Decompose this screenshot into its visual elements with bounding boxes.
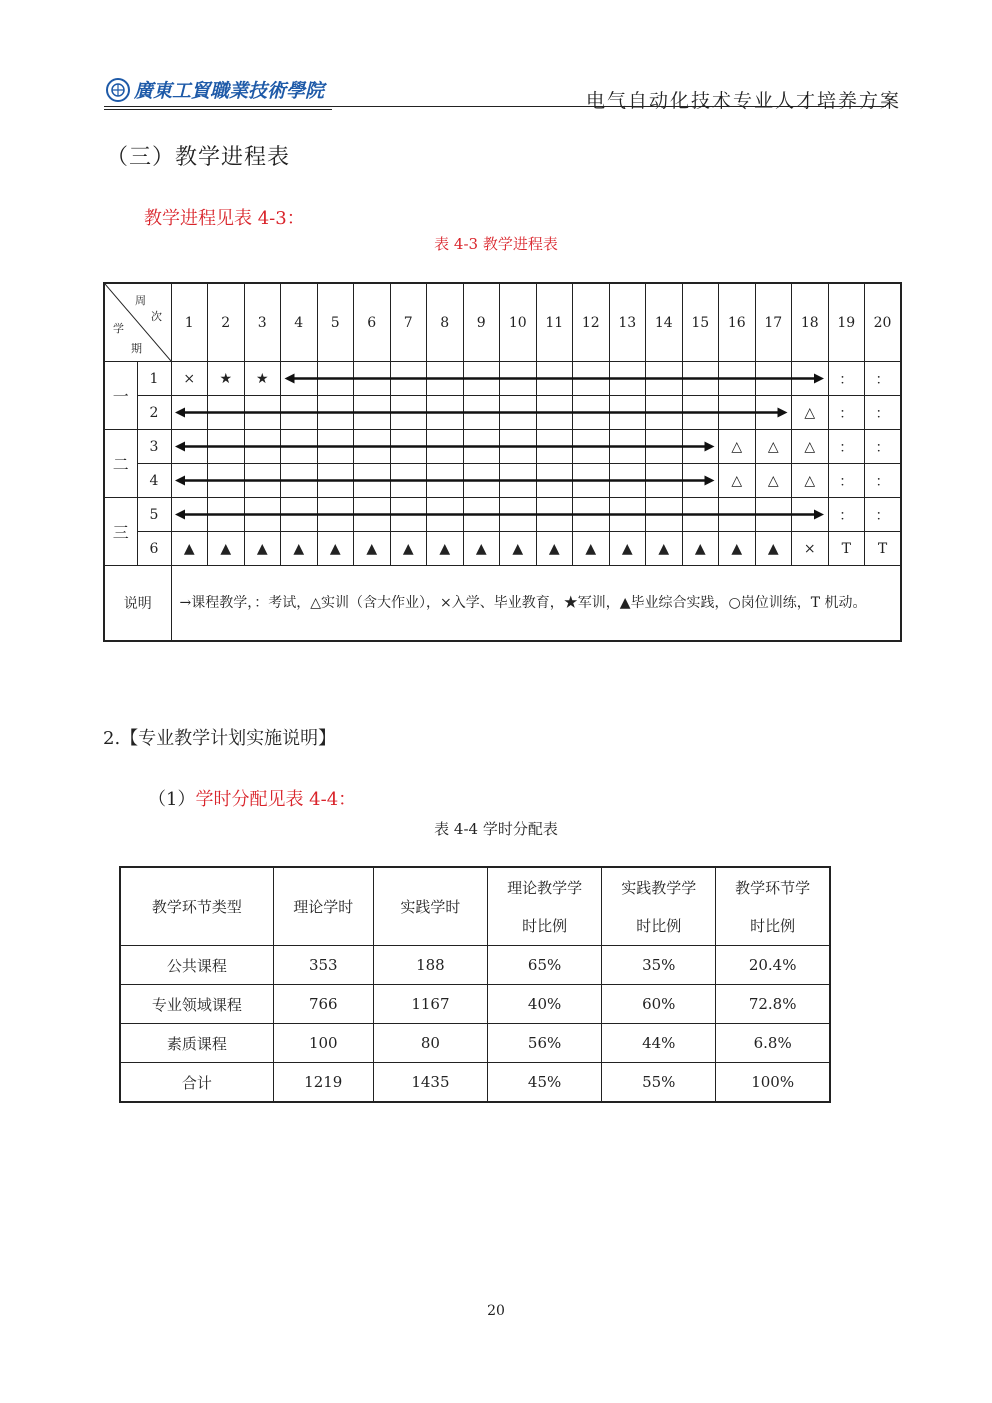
svg-text:廣東工貿職業技術學院: 廣東工貿職業技術學院	[134, 80, 325, 102]
week-header: 11	[536, 283, 573, 362]
legend-label: 说明	[104, 566, 171, 642]
schedule-cell: △	[755, 464, 792, 498]
schedule-cell	[390, 430, 427, 464]
schedule-cell	[244, 464, 281, 498]
column-header: 实践教学学时比例	[602, 867, 716, 946]
schedule-cell	[573, 396, 610, 430]
table-row	[120, 946, 830, 985]
table-row	[120, 985, 830, 1024]
schedule-cell: ▲	[317, 532, 354, 566]
schedule-cell	[646, 362, 683, 396]
schedule-cell	[573, 430, 610, 464]
schedule-cell	[609, 396, 646, 430]
schedule-cell: ：	[865, 362, 902, 396]
corner-week: 周	[135, 294, 146, 307]
schedule-cell	[390, 396, 427, 430]
header-divider-short	[104, 109, 332, 110]
column-header: 实践学时	[373, 867, 487, 946]
table-cell: 45%	[488, 1063, 602, 1103]
table-intro: 教学进程见表 4-3：	[144, 208, 305, 229]
schedule-cell: ：	[828, 362, 865, 396]
schedule-cell: ▲	[390, 532, 427, 566]
column-header: 教学环节类型	[120, 867, 273, 946]
schedule-cell	[317, 464, 354, 498]
table-cell: 72.8%	[716, 985, 830, 1024]
table-cell: 35%	[602, 946, 716, 985]
schedule-cell: ★	[244, 362, 281, 396]
schedule-cell	[427, 362, 464, 396]
schedule-cell: ：	[865, 396, 902, 430]
term-cell: 1	[137, 362, 171, 396]
schedule-cell	[317, 498, 354, 532]
schedule-cell	[609, 464, 646, 498]
schedule-cell	[536, 430, 573, 464]
schedule-cell: △	[792, 430, 829, 464]
schedule-cell	[646, 498, 683, 532]
schedule-cell	[208, 396, 245, 430]
week-header: 15	[682, 283, 719, 362]
schedule-cell	[646, 464, 683, 498]
schedule-cell	[208, 464, 245, 498]
year-cell: 三	[104, 498, 137, 566]
table-cell: 44%	[602, 1024, 716, 1063]
week-header: 8	[427, 283, 464, 362]
table-row	[120, 1063, 830, 1103]
schedule-cell	[536, 396, 573, 430]
table-cell: 100	[273, 1024, 373, 1063]
schedule-cell	[573, 498, 610, 532]
week-header: 17	[755, 283, 792, 362]
week-header: 5	[317, 283, 354, 362]
schedule-cell	[390, 498, 427, 532]
schedule-cell: ：	[865, 430, 902, 464]
schedule-cell	[354, 430, 391, 464]
schedule-cell	[609, 430, 646, 464]
schedule-cell	[244, 430, 281, 464]
schedule-cell	[354, 396, 391, 430]
schedule-cell	[646, 396, 683, 430]
schedule-cell: ▲	[573, 532, 610, 566]
term-cell: 3	[137, 430, 171, 464]
schedule-cell	[792, 362, 829, 396]
schedule-cell	[536, 498, 573, 532]
year-cell: 一	[104, 362, 137, 430]
schedule-cell: ★	[208, 362, 245, 396]
schedule-cell	[281, 396, 318, 430]
table-cell: 766	[273, 985, 373, 1024]
term-row	[104, 430, 901, 464]
schedule-cell: ：	[828, 430, 865, 464]
schedule-cell: ▲	[427, 532, 464, 566]
schedule-cell	[427, 464, 464, 498]
schedule-cell	[317, 430, 354, 464]
schedule-cell	[792, 498, 829, 532]
table-cell: 100%	[716, 1063, 830, 1103]
week-header: 16	[719, 283, 756, 362]
column-header: 理论学时	[273, 867, 373, 946]
schedule-cell	[500, 464, 537, 498]
schedule-cell: ：	[865, 464, 902, 498]
schedule-cell: ▲	[646, 532, 683, 566]
schedule-cell: △	[719, 464, 756, 498]
schedule-cell	[682, 430, 719, 464]
week-header: 3	[244, 283, 281, 362]
table-cell: 65%	[488, 946, 602, 985]
table-cell: 188	[373, 946, 487, 985]
table-cell: 80	[373, 1024, 487, 1063]
schedule-cell	[500, 396, 537, 430]
header-divider	[104, 106, 886, 107]
schedule-cell: ▲	[208, 532, 245, 566]
schedule-cell	[354, 464, 391, 498]
page-number: 20	[487, 1303, 505, 1319]
schedule-cell	[244, 498, 281, 532]
schedule-cell: ▲	[171, 532, 208, 566]
schedule-cell	[244, 396, 281, 430]
year-cell: 二	[104, 430, 137, 498]
term-cell: 4	[137, 464, 171, 498]
corner-xue: 学	[113, 322, 124, 335]
schedule-cell: △	[755, 430, 792, 464]
week-header: 4	[281, 283, 318, 362]
column-header: 理论教学学时比例	[488, 867, 602, 946]
schedule-cell: ：	[828, 498, 865, 532]
schedule-cell	[390, 362, 427, 396]
schedule-cell: ▲	[354, 532, 391, 566]
schedule-cell	[682, 464, 719, 498]
table-cell: 1435	[373, 1063, 487, 1103]
week-header: 6	[354, 283, 391, 362]
schedule-cell	[208, 498, 245, 532]
subsection-text: 学时分配见表 4-4：	[195, 789, 357, 810]
schedule-cell: ▲	[755, 532, 792, 566]
week-header: 18	[792, 283, 829, 362]
schedule-cell	[682, 362, 719, 396]
schedule-cell: △	[792, 464, 829, 498]
week-header: 2	[208, 283, 245, 362]
schedule-cell	[463, 464, 500, 498]
week-header: 10	[500, 283, 537, 362]
teaching-schedule-table	[103, 282, 902, 642]
schedule-cell	[354, 498, 391, 532]
schedule-cell	[755, 362, 792, 396]
corner-ci: 次	[151, 310, 162, 323]
table-cell: 公共课程	[120, 946, 273, 985]
schedule-cell	[463, 362, 500, 396]
week-header: 14	[646, 283, 683, 362]
week-header: 12	[573, 283, 610, 362]
document-title: 电气自动化技术专业人才培养方案	[586, 90, 902, 112]
schedule-cell	[281, 498, 318, 532]
term-row	[104, 532, 901, 566]
term-row	[104, 362, 901, 396]
schedule-cell	[500, 362, 537, 396]
schedule-cell: T	[828, 532, 865, 566]
schedule-cell	[281, 464, 318, 498]
term-row	[104, 464, 901, 498]
schedule-cell: ：	[828, 396, 865, 430]
schedule-cell	[573, 464, 610, 498]
schedule-cell	[609, 362, 646, 396]
week-header: 1	[171, 283, 208, 362]
schedule-cell: ：	[865, 498, 902, 532]
table-cell: 专业领域课程	[120, 985, 273, 1024]
schedule-cell	[354, 362, 391, 396]
schedule-cell	[427, 430, 464, 464]
corner-qi: 期	[131, 342, 142, 355]
table-cell: 1167	[373, 985, 487, 1024]
week-header: 20	[865, 283, 902, 362]
schedule-cell	[171, 498, 208, 532]
term-cell: 5	[137, 498, 171, 532]
table-cell: 素质课程	[120, 1024, 273, 1063]
column-header: 教学环节学时比例	[716, 867, 830, 946]
table-cell: 55%	[602, 1063, 716, 1103]
schedule-cell	[609, 498, 646, 532]
schedule-cell: ▲	[609, 532, 646, 566]
schedule-cell	[317, 396, 354, 430]
schedule-cell	[500, 498, 537, 532]
corner-cell	[104, 283, 171, 362]
schedule-cell: ▲	[500, 532, 537, 566]
schedule-cell	[463, 396, 500, 430]
schedule-cell	[427, 396, 464, 430]
schedule-cell	[755, 396, 792, 430]
schedule-cell	[317, 362, 354, 396]
table-cell: 56%	[488, 1024, 602, 1063]
table-row	[120, 1024, 830, 1063]
table-cell: 20.4%	[716, 946, 830, 985]
schedule-cell	[719, 498, 756, 532]
week-header: 13	[609, 283, 646, 362]
schedule-cell: △	[792, 396, 829, 430]
table-cell: 40%	[488, 985, 602, 1024]
term-row	[104, 396, 901, 430]
schedule-cell: ▲	[682, 532, 719, 566]
schedule-cell	[500, 430, 537, 464]
schedule-cell	[536, 362, 573, 396]
schedule-cell	[646, 430, 683, 464]
schedule-cell	[755, 498, 792, 532]
schedule-cell	[427, 498, 464, 532]
section-title: （三）教学进程表	[106, 145, 291, 170]
schedule-cell	[682, 396, 719, 430]
schedule-cell	[719, 396, 756, 430]
schedule-cell: ×	[792, 532, 829, 566]
term-cell: 6	[137, 532, 171, 566]
schedule-cell	[208, 430, 245, 464]
table-cell: 1219	[273, 1063, 373, 1103]
schedule-cell: ：	[828, 464, 865, 498]
schedule-cell	[281, 430, 318, 464]
college-logo	[104, 72, 334, 108]
schedule-cell	[171, 396, 208, 430]
legend-text: →课程教学，：考试，△实训（含大作业），×入学、毕业教育，★军训，▲毕业综合实践，○岗位训练，T 机动。	[171, 566, 901, 642]
schedule-cell	[390, 464, 427, 498]
schedule-cell: ▲	[281, 532, 318, 566]
schedule-cell	[171, 430, 208, 464]
table-cell: 353	[273, 946, 373, 985]
schedule-cell	[573, 362, 610, 396]
term-row	[104, 498, 901, 532]
schedule-cell: ×	[171, 362, 208, 396]
table-cell: 60%	[602, 985, 716, 1024]
week-header: 19	[828, 283, 865, 362]
hours-distribution-table	[119, 866, 831, 1103]
schedule-cell: △	[719, 430, 756, 464]
term-cell: 2	[137, 396, 171, 430]
section-title-2: 2.【专业教学计划实施说明】	[103, 728, 337, 749]
schedule-cell	[536, 464, 573, 498]
week-header: 7	[390, 283, 427, 362]
table-cell: 6.8%	[716, 1024, 830, 1063]
schedule-cell: ▲	[719, 532, 756, 566]
schedule-cell: ▲	[463, 532, 500, 566]
table-caption: 表 4-3 教学进程表	[434, 235, 558, 253]
schedule-cell: ▲	[244, 532, 281, 566]
schedule-cell	[281, 362, 318, 396]
schedule-cell	[682, 498, 719, 532]
schedule-cell: ▲	[536, 532, 573, 566]
subsection-prefix: （1）	[148, 789, 196, 810]
table-caption-2: 表 4-4 学时分配表	[434, 820, 558, 838]
table-cell: 合计	[120, 1063, 273, 1103]
schedule-cell	[719, 362, 756, 396]
schedule-cell	[463, 430, 500, 464]
schedule-cell: T	[865, 532, 902, 566]
schedule-cell	[463, 498, 500, 532]
schedule-cell	[171, 464, 208, 498]
subsection-title	[148, 785, 356, 811]
week-header: 9	[463, 283, 500, 362]
